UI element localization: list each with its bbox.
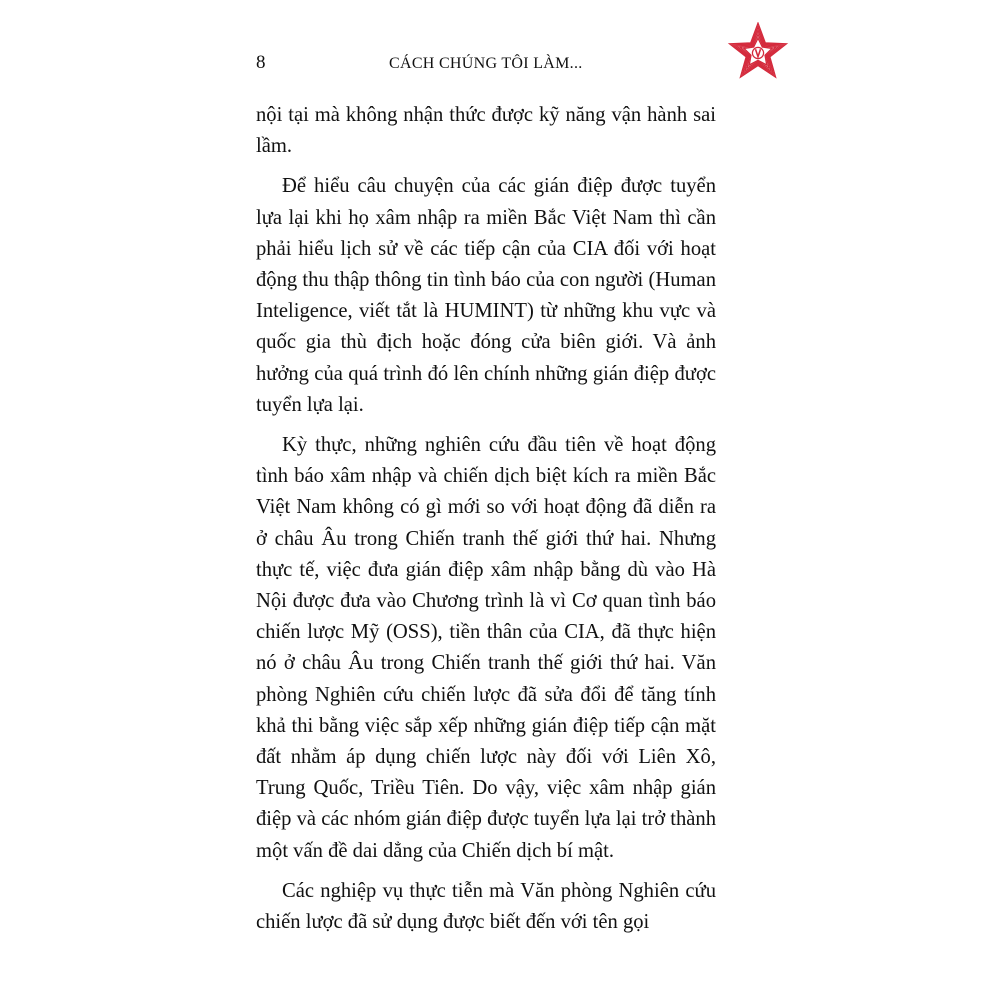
paragraph-4: Các nghiệp vụ thực tiễn mà Văn phòng Nghiên cứu chiến lược đã sử dụng được biết đến với tên gọi (256, 879, 716, 934)
publisher-star-logo-icon (727, 22, 789, 84)
paragraph-3: Kỳ thực, những nghiên cứu đầu tiên về hoạt động tình báo xâm nhập và chiến dịch biệt kích ra miền Bắc Việt Nam không có gì mới so với hoạt động đã diễn ra ở châu Âu trong Chiến tranh thế giới thứ hai. Nhưng thực tế, việc đưa gián điệp xâm nhập bằng dù vào Hà Nội được đưa vào Chương trình là vì Cơ quan tình báo chiến lược Mỹ (OSS), tiền thân của CIA, đã thực hiện nó ở châu Âu trong Chiến tranh thế giới thứ hai. Văn phòng Nghiên cứu chiến lược đã sửa đổi để tăng tính khả thi bằng việc sắp xếp những gián điệp tiếp cận mặt đất nhằm áp dụng chiến lược này đối với Liên Xô, Trung Quốc, Triều Tiên. Do vậy, việc xâm nhập gián điệp và các nhóm gián điệp được tuyển lựa lại trở thành một vấn đề dai dẳng của Chiến dịch bí mật. (256, 434, 716, 862)
running-head: CÁCH CHÚNG TÔI LÀM... (389, 55, 583, 72)
paragraph-2: Để hiểu câu chuyện của các gián điệp được tuyển lựa lại khi họ xâm nhập ra miền Bắc Việt Nam thì cần phải hiểu lịch sử về các tiếp cận của CIA đối với hoạt động thu thập thông tin tình báo của con người (Human Inteligence, viết tắt là HUMINT) từ những khu vực và quốc gia thù địch hoặc đóng cửa biên giới. Và ảnh hưởng của quá trình đó lên chính những gián điệp được tuyển lựa lại. (256, 175, 716, 416)
page-number: 8 (256, 52, 266, 73)
body-text (256, 100, 716, 947)
page-header (256, 50, 726, 80)
paragraph-1: nội tại mà không nhận thức được kỹ năng vận hành sai lầm. (256, 104, 716, 158)
